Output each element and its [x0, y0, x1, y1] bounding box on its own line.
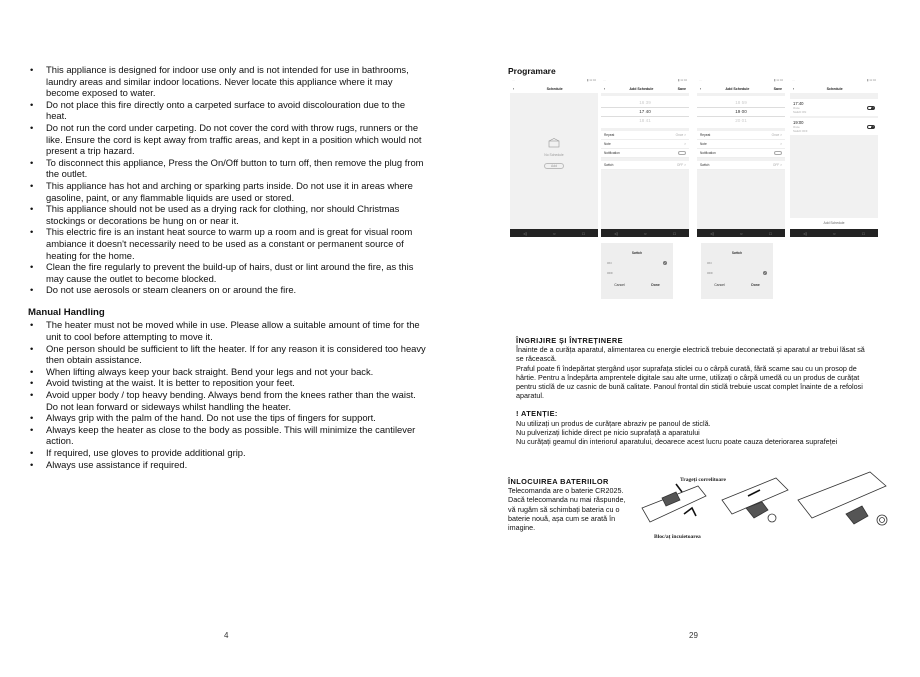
status-bar: ··· ▮ 11:02 [792, 78, 876, 82]
bullet-item: • The heater must not be moved while in use. Please allow a suitable amount of time for the unit to cool before attempting to move it. [28, 319, 428, 342]
bullet-item: • Do not run the cord under carpeting. Do not cover the cord with throw rugs, runners or the like. Ensure the cord is kept away from traffic areas, and kept in a position which would not present a trip hazard. [28, 122, 428, 157]
dialog-buttons [701, 283, 773, 287]
bullet-item: • Do not use aerosols or steam cleaners on or around the fire. [28, 284, 428, 296]
remote-drawing-1 [642, 484, 706, 522]
phone-header [697, 84, 785, 93]
radio-checked-icon[interactable]: ✓ [663, 261, 667, 265]
manual-handling-list [28, 319, 428, 470]
empty-text: No Schedule [544, 153, 564, 157]
bullet-item: • If required, use gloves to provide additional grip. [28, 447, 428, 459]
settings-rows [697, 131, 785, 158]
notification-toggle[interactable] [774, 151, 782, 155]
battery-replacement-illustration [636, 470, 908, 542]
dialog-title: Switch [731, 251, 743, 255]
care-section [508, 336, 872, 446]
programare-title: Programare [508, 66, 556, 76]
screen-title: Add Schedule [629, 86, 654, 91]
schedule-item[interactable] [790, 99, 878, 116]
recent-nav-icon[interactable]: □ [769, 230, 772, 236]
note-row[interactable]: Note > [601, 140, 689, 149]
schedule-time: 19:00 [793, 120, 804, 125]
care-paragraph-1: Înainte de a curăța aparatul, alimentarea cu energie electrică trebuie deconectată și aparatul ar trebui lăsat să se răcească. [516, 345, 865, 364]
back-nav-icon[interactable]: ◁ [523, 230, 527, 236]
back-nav-icon[interactable]: ◁ [710, 230, 714, 236]
screen-title: Schedule [546, 86, 563, 91]
note-row[interactable]: Note > [697, 140, 785, 149]
warning-heading: ! ATENȚIE: [516, 409, 558, 419]
empty-box-icon [548, 138, 560, 148]
bullet-item: • Avoid twisting at the waist. It is better to reposition your feet. [28, 377, 428, 389]
remote-drawing-2 [722, 478, 788, 522]
repeat-row[interactable]: Repeat Once > [601, 131, 689, 140]
schedule-repeat: Once [793, 106, 800, 110]
done-button[interactable]: Done [751, 283, 760, 287]
status-bar: ··· ▮ 11:02 [603, 78, 687, 82]
screen-title: Add Schedule [725, 86, 750, 91]
remote-drawing-3 [798, 472, 887, 525]
switch-dialog-on [601, 243, 673, 299]
bullet-item: • Always grip with the palm of the hand. Do not use the tips of fingers for support. [28, 412, 428, 424]
schedule-action: Switch:OFF [793, 129, 808, 133]
phone-screen-schedule-list [790, 77, 878, 237]
save-button[interactable]: Save [677, 86, 686, 91]
home-nav-icon[interactable]: ○ [740, 230, 743, 236]
recent-nav-icon[interactable]: □ [582, 230, 585, 236]
option-on[interactable]: ON ✓ [607, 261, 667, 265]
time-selected[interactable]: 19 00 [697, 107, 785, 117]
time-option[interactable]: 16 39 [639, 100, 651, 105]
home-nav-icon[interactable]: ○ [644, 230, 647, 236]
schedule-time: 17:40 [793, 101, 804, 106]
schedule-toggle[interactable] [867, 125, 875, 129]
switch-row[interactable]: Switch OFF > [601, 161, 689, 170]
time-selected[interactable]: 17 40 [601, 107, 689, 117]
battery-text: Telecomanda are o baterie CR2025. Dacă telecomanda nu mai răspunde, vă rugăm să schimbați bateria cu o baterie nouă, așa cum se arată în imagine. [508, 486, 626, 533]
phone-header [790, 84, 878, 93]
option-off[interactable]: OFF [607, 271, 613, 275]
warning-2: Nu pulverizați lichide direct pe nicio suprafață a aparatului [516, 427, 700, 437]
back-nav-icon[interactable]: ◁ [803, 230, 807, 236]
time-option[interactable]: 20 01 [735, 118, 747, 123]
schedule-action: Switch:ON [793, 110, 807, 114]
phone-screen-add-schedule-2 [697, 77, 785, 237]
care-heading: ÎNGRIJIRE ȘI ÎNTREȚINERE [516, 336, 623, 345]
time-picker[interactable] [697, 96, 785, 128]
care-paragraph-2: Praful poate fi îndepărtat ștergând ușor suprafața sticlei cu o cârpă curată, fără scame sau cu un prosop de hârtie. Pentru a îndepărta amprentele digitale sau alte urme, utilizați o cârpă umedă cu un produs de curățat pentru sticlă de uz casnic de bună calitate. Panoul frontal din sticlă trebuie uscat complet înainte de a refolosi aparatul. [516, 363, 863, 401]
bullet-item: • This appliance should not be used as a drying rack for clothing, nor should Christmas stockings or decorations be hung on or near it. [28, 203, 428, 226]
back-icon[interactable]: ‹ [700, 86, 702, 91]
bullet-item: • To disconnect this appliance, Press the On/Off button to turn off, then remove the plug from the outlet. [28, 157, 428, 180]
android-nav-bar [601, 229, 689, 237]
bullet-item: • One person should be sufficient to lift the heater. If for any reason it is considered too heavy then obtain assistance. [28, 343, 428, 366]
back-nav-icon[interactable]: ◁ [614, 230, 618, 236]
recent-nav-icon[interactable]: □ [673, 230, 676, 236]
android-nav-bar [510, 229, 598, 237]
time-picker[interactable] [601, 96, 689, 128]
schedule-repeat: Once [793, 125, 800, 129]
bullet-item: • Avoid upper body / top heavy bending. Always bend from the knees rather than the waist. Do not lean forward or sideways whilst handling the heater. [28, 389, 428, 412]
dialog-buttons [601, 283, 673, 287]
save-button[interactable]: Save [773, 86, 782, 91]
manual-handling-heading: Manual Handling [28, 306, 105, 318]
switch-rows [697, 161, 785, 170]
warning-1: Nu utilizați un produs de curățare abraziv pe panoul de sticlă. [516, 418, 711, 428]
back-icon[interactable]: ‹ [513, 86, 515, 91]
option-on[interactable]: ON [707, 261, 712, 265]
switch-dialog-off [701, 243, 773, 299]
warning-3: Nu curățați geamul din interiorul aparatului, deoarece acest lucru poate cauza deteriorarea suprafeței [516, 437, 838, 447]
android-nav-bar [697, 229, 785, 237]
battery-heading: ÎNLOCUIREA BATERIILOR [508, 477, 609, 486]
bullet-item: • Always keep the heater as close to the body as possible. This will minimize the cantilever action. [28, 424, 428, 447]
cancel-button[interactable]: Cancel [614, 283, 625, 287]
notification-row[interactable]: Notification [601, 149, 689, 158]
schedule-item[interactable] [790, 118, 878, 135]
phone-screen-schedule-empty [510, 77, 598, 237]
bullet-item: • This appliance is designed for indoor use only and is not intended for use in bathrooms, laundry areas and similar indoor locations. Never locate this appliance where it may become exposed to water. [28, 64, 428, 99]
cancel-button[interactable]: Cancel [714, 283, 725, 287]
bullet-item: • This electric fire is an instant heat source to warm up a room and is great for visual room ambiance it doesn't necessarily need to be used as a constant or permanent source of heating for the home. [28, 226, 428, 261]
notification-row[interactable]: Notification [697, 149, 785, 158]
add-schedule-button[interactable]: Add Schedule [790, 218, 878, 229]
home-nav-icon[interactable]: ○ [553, 230, 556, 236]
repeat-row[interactable]: Repeat Once > [697, 131, 785, 140]
phone-header [510, 84, 598, 93]
bullet-item: • Do not place this fire directly onto a carpeted surface to avoid discolouration due to the heat. [28, 99, 428, 122]
screen-title: Schedule [826, 86, 843, 91]
done-button[interactable]: Done [651, 283, 660, 287]
switch-row[interactable]: Switch OFF > [697, 161, 785, 170]
left-page [28, 64, 428, 470]
illustration-label-bottom: Bloc/aț încuietoarea [654, 534, 701, 540]
back-icon[interactable]: ‹ [604, 86, 606, 91]
phone-screen-add-schedule-1 [601, 77, 689, 237]
bullet-item: • This appliance has hot and arching or sparking parts inside. Do not use it in areas where gasoline, paint, or any flammable liquids are used or stored. [28, 180, 428, 203]
home-nav-icon[interactable]: ○ [833, 230, 836, 236]
bullet-item: • When lifting always keep your back straight. Bend your legs and not your back. [28, 366, 428, 378]
time-option[interactable]: 18 59 [735, 100, 747, 105]
status-bar: ··· ▮ 11:02 [699, 78, 783, 82]
battery-section [508, 477, 632, 532]
settings-rows [601, 131, 689, 158]
option-off[interactable]: OFF ✓ [707, 271, 767, 275]
back-icon[interactable]: ‹ [793, 86, 795, 91]
schedule-toggle[interactable] [867, 106, 875, 110]
bullet-item: • Always use assistance if required. [28, 459, 428, 471]
phone-header [601, 84, 689, 93]
illustration-label-top: Trageți correlitoare [680, 477, 726, 483]
bullet-item: • Clean the fire regularly to prevent the build-up of hairs, dust or lint around the fire, as this may cause the outlet to become blocked. [28, 261, 428, 284]
android-nav-bar [790, 229, 878, 237]
add-button[interactable]: Add [544, 163, 564, 169]
status-bar: ··· ▮ 11:02 [512, 78, 596, 82]
time-option[interactable]: 18 41 [639, 118, 651, 123]
empty-state [510, 138, 598, 169]
recent-nav-icon[interactable]: □ [862, 230, 865, 236]
safety-list [28, 64, 428, 296]
notification-toggle[interactable] [678, 151, 686, 155]
switch-rows [601, 161, 689, 170]
page-number-left: 4 [224, 631, 229, 640]
page-number-right: 29 [689, 631, 698, 640]
dialog-title: Switch [631, 251, 643, 255]
radio-checked-icon[interactable]: ✓ [763, 271, 767, 275]
